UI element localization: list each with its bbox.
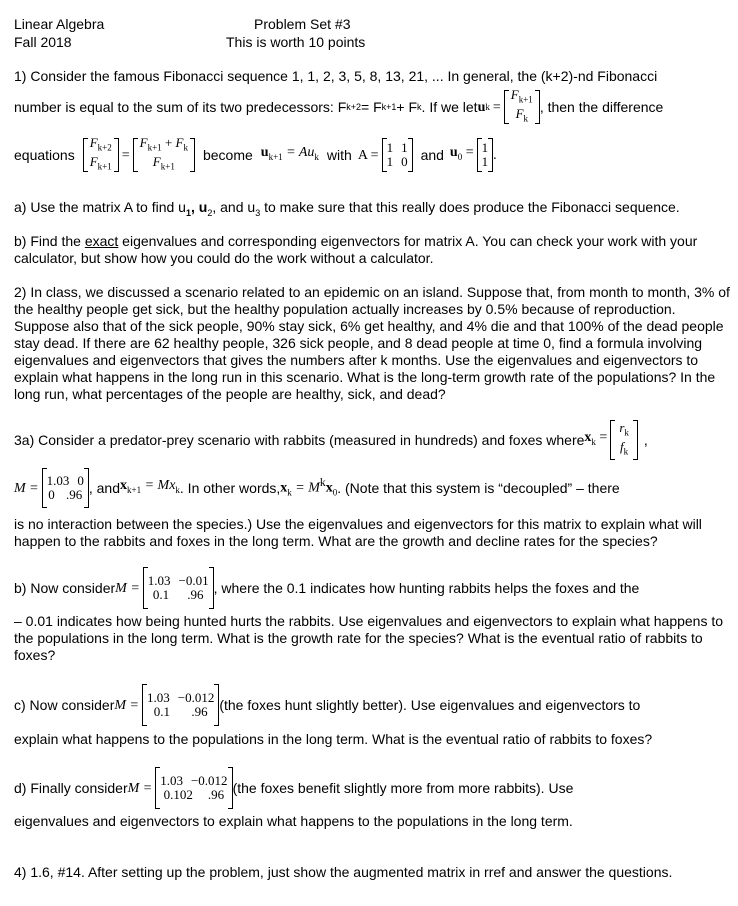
p3c-text: (the foxes hunt slightly better). Use eigenvalues and eigenvectors to xyxy=(219,696,641,713)
row xyxy=(387,155,408,169)
eq: = xyxy=(492,99,501,115)
cell: .96 xyxy=(187,587,204,602)
p1-line3 xyxy=(14,136,497,174)
F: F xyxy=(515,106,524,121)
p1a xyxy=(14,199,680,222)
matrix-M-3b xyxy=(143,567,214,609)
cell: −0.012 xyxy=(190,773,228,788)
row xyxy=(387,141,408,155)
eq: = xyxy=(599,430,608,446)
row xyxy=(160,774,227,788)
p3a-line2 xyxy=(14,468,620,508)
p1-text: become xyxy=(202,146,253,163)
cell: −0.01 xyxy=(178,573,209,588)
cell: 1.03 xyxy=(160,773,183,788)
cell: .96 xyxy=(65,487,83,502)
cell xyxy=(511,88,533,107)
row xyxy=(147,705,214,719)
p3c-text: c) Now consider xyxy=(14,696,115,713)
sub: k+1 xyxy=(268,151,283,162)
p1-line1: 1) Consider the famous Fibonacci sequence 1, 1, 2, 3, 5, 8, 13, 21, ... In general, the (k+2)-nd Fibonacci xyxy=(14,68,658,84)
cell: 0.102 xyxy=(163,787,193,802)
cell: −0.012 xyxy=(177,690,215,705)
sub: k xyxy=(485,101,490,112)
p3c-rest: explain what happens to the populations in the long term. What is the eventual ratio of rabbits to foxes? xyxy=(14,731,653,747)
p2: 2) In class, we discussed a scenario related to an epidemic on an island. Suppose that, from month to month, 3% of the healthy people get sick, but the healthy population actually increases by 0.5% because of reproduction. Suppose also that of the sick people, 90% stay sick, 6% get healthy, and 4% die and that 100% of the dead people stay dead. If there are 62 healthy people, 326 sick people, and 8 dead people at time 0, find a formula involving eigenvalues and eigenvectors that gives the numbers after k months. Use the eigenvalues and eigenvectors to explain what happens in the long run in this scenario. What is the long-term growth rate of the populations? In the long run, what percentages of the people are healthy, sick, and dead? xyxy=(14,284,730,402)
matrix-M-3d xyxy=(155,767,232,809)
cell xyxy=(90,155,112,174)
p1-text: number is equal to the sum of its two predecessors: F xyxy=(14,98,347,115)
dot: . xyxy=(493,147,497,163)
F: F xyxy=(510,87,519,103)
sub: k xyxy=(175,484,180,495)
x-symbol: x xyxy=(280,480,288,496)
cell: 0 xyxy=(48,487,55,502)
row xyxy=(160,788,227,802)
sub: k+2 xyxy=(346,101,362,112)
cell: .96 xyxy=(191,704,208,719)
cell: 0 xyxy=(77,473,84,488)
sub: k xyxy=(623,446,629,457)
cell xyxy=(90,136,112,155)
p3b-line1 xyxy=(14,566,639,610)
p1-text: with xyxy=(326,146,352,163)
p1-text: + F xyxy=(396,98,418,115)
F: F xyxy=(139,135,148,151)
cell xyxy=(511,107,533,126)
comma: , xyxy=(643,431,648,448)
sub: k xyxy=(417,101,422,112)
sub: k xyxy=(183,143,188,153)
sub: k+1 xyxy=(381,101,397,112)
x-k-vector xyxy=(610,420,638,460)
x-symbol: x xyxy=(325,480,333,496)
cell: 1 xyxy=(481,140,489,155)
p4: 4) 1.6, #14. After setting up the problem, just show the augmented matrix in rref and answer the questions. xyxy=(14,864,673,880)
p1a-text: , and u xyxy=(212,199,256,215)
cell xyxy=(140,155,188,174)
sub: k+2 xyxy=(97,143,112,153)
p1b-underlined: exact xyxy=(84,233,119,249)
eq-M: = M xyxy=(295,480,320,496)
cell xyxy=(140,136,188,155)
p3a-line1 xyxy=(14,420,648,460)
sub: k xyxy=(287,487,292,498)
p3d-line1 xyxy=(14,766,573,810)
sub: 1 xyxy=(185,207,191,218)
rhs-vector xyxy=(133,135,195,172)
p1a-text: a) Use the matrix A to find u xyxy=(14,199,186,215)
x-symbol: x xyxy=(120,478,127,494)
M-label: M = xyxy=(14,480,39,496)
p3c-line1 xyxy=(14,683,640,727)
eq-Mx: = Mx xyxy=(144,478,176,494)
p1-text: = F xyxy=(361,98,382,115)
sub: 3 xyxy=(255,207,261,218)
plus: + xyxy=(164,135,173,151)
p3d-rest: eigenvalues and eigenvectors to explain what happens to the populations in the long term. xyxy=(14,813,573,829)
sub: k+1 xyxy=(127,484,142,495)
eq: = xyxy=(465,145,474,161)
A-label: A = xyxy=(357,147,379,163)
p3a-rest: is no interaction between the species.) Use the eigenvalues and eigenvectors for this matrix to explain what will happen to the rabbits and foxes in the long term. What are the growth and decline rates for the species? xyxy=(14,516,702,549)
cell: 0 xyxy=(401,154,408,169)
u0-vector xyxy=(477,138,494,172)
sub: k xyxy=(314,151,319,162)
sub: 0 xyxy=(457,151,463,162)
u-k-vector xyxy=(504,87,540,124)
u-symbol: u xyxy=(477,99,486,115)
p1a-text: to make sure that this really does produce the Fibonacci sequence. xyxy=(260,199,680,215)
M-label: M = xyxy=(127,780,153,796)
row xyxy=(148,574,209,588)
sub: k+1 xyxy=(160,161,175,172)
x-symbol: x xyxy=(584,430,592,446)
cell: 1.03 xyxy=(147,573,171,588)
matrix-M-3c xyxy=(142,684,219,726)
cell: 1.03 xyxy=(146,690,170,705)
sup: k xyxy=(319,476,326,490)
u-symbol: u xyxy=(449,145,458,161)
M-label: M = xyxy=(115,580,140,596)
p1-text: , then the difference xyxy=(539,98,664,115)
p3a-text: . In other words, xyxy=(179,479,281,496)
r: r xyxy=(619,420,625,436)
p1-line2 xyxy=(14,87,664,124)
p1b-text: b) Find the xyxy=(14,233,85,249)
u-symbol: u xyxy=(260,145,269,161)
row xyxy=(47,474,84,488)
p1b-text: eigenvalues and corresponding eigenvectors for matrix A. You can check your work with your calculator, but show how you could do the work without a calculator. xyxy=(14,233,698,266)
cell xyxy=(619,421,629,440)
p1-text: equations xyxy=(14,146,75,163)
p3d-text: (the foxes benefit slightly more from more rabbits). Use xyxy=(232,779,574,796)
p3a-text: . (Note that this system is “decoupled” – there xyxy=(337,479,620,496)
points-note: This is worth 10 points xyxy=(226,34,366,50)
p3b-text: , where the 0.1 indicates how hunting rabbits helps the foxes and the xyxy=(213,579,640,596)
row xyxy=(148,588,209,602)
F: F xyxy=(152,154,161,169)
sub: k+1 xyxy=(518,95,533,105)
sub: k+1 xyxy=(147,143,162,153)
cell xyxy=(619,440,629,459)
eq: = xyxy=(121,147,130,163)
sub: k xyxy=(591,436,596,447)
row xyxy=(47,488,84,502)
p1a-text: , u xyxy=(191,199,208,215)
p1-text: and xyxy=(420,146,444,163)
sub: k xyxy=(624,428,629,438)
p3d-text: d) Finally consider xyxy=(14,779,128,796)
f: f xyxy=(620,439,624,454)
becomes-eq: = Au xyxy=(286,145,315,161)
sub: k xyxy=(523,113,529,124)
problem-set-title: Problem Set #3 xyxy=(254,16,351,32)
cell: 1.03 xyxy=(46,473,70,488)
F: F xyxy=(89,135,98,151)
sub: 2 xyxy=(207,207,213,218)
p3b-text: b) Now consider xyxy=(14,579,116,596)
sub: k+1 xyxy=(97,161,112,172)
cell: 1 xyxy=(386,140,394,155)
cell: 0.1 xyxy=(152,587,170,602)
p3a-text: , and xyxy=(88,479,120,496)
p3b-rest: – 0.01 indicates how being hunted hurts the rabbits. Use eigenvalues and eigenvectors to explain what happens to the populations in the long term. What is the growth rate for the species? What is the eventual ratio of rabbits to foxes? xyxy=(14,613,724,663)
F: F xyxy=(175,135,184,151)
cell: 1 xyxy=(481,154,489,169)
M-label: M = xyxy=(114,697,139,713)
row xyxy=(147,691,214,705)
cell: 1 xyxy=(401,140,408,155)
matrix-M-3a xyxy=(42,468,89,508)
p1-text: . If we let xyxy=(421,98,478,115)
F: F xyxy=(89,154,98,169)
cell: 0.1 xyxy=(153,704,170,719)
term: Fall 2018 xyxy=(14,34,72,50)
sub: 0 xyxy=(332,487,338,498)
lhs-vector xyxy=(83,135,119,172)
cell: .96 xyxy=(207,787,225,802)
course-name: Linear Algebra xyxy=(14,16,105,32)
p3a-text: 3a) Consider a predator-prey scenario with rabbits (measured in hundreds) and foxes where xyxy=(14,431,585,448)
matrix-A xyxy=(382,138,413,172)
p1b xyxy=(14,233,730,267)
cell: 1 xyxy=(386,154,394,169)
